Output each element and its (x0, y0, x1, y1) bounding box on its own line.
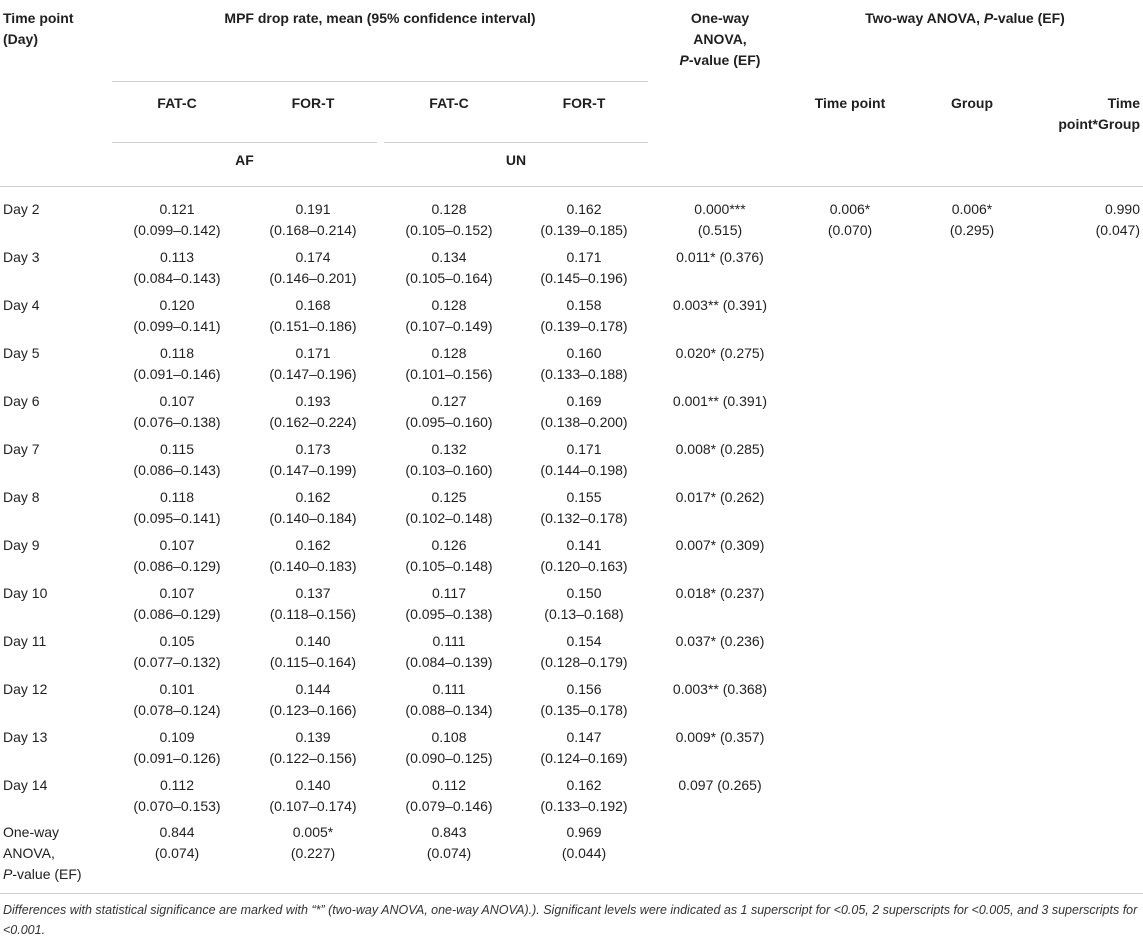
cell-fatc-af: 0.118 (0.095–0.141) (133, 489, 221, 526)
cell-fort-un: 0.154 (0.128–0.179) (540, 633, 628, 670)
row-label: Day 2 (3, 201, 40, 217)
row-label: Day 12 (3, 681, 48, 697)
cell-fort-un: 0.171 (0.145–0.196) (540, 249, 628, 286)
cell-fort-un: 0.156 (0.135–0.178) (540, 681, 628, 718)
header-group-col: Group (951, 95, 993, 111)
row-label: Day 14 (3, 777, 48, 793)
header-af: AF (235, 152, 254, 168)
cell-fort-un: 0.150 (0.13–0.168) (544, 585, 624, 622)
row-label: Day 3 (3, 249, 40, 265)
cell-oneway-anova: 0.011* (0.376) (676, 249, 764, 265)
header-time-point-col: Time point (814, 95, 886, 111)
cell-fort-un: 0.169 (0.138–0.200) (540, 393, 628, 430)
cell-fort-af: 0.162 (0.140–0.184) (269, 489, 357, 526)
cell-fatc-un: 0.128 (0.107–0.149) (405, 297, 493, 334)
header-fatc-af: FAT-C (157, 95, 197, 111)
cell-fatc-af: 0.120 (0.099–0.141) (133, 297, 221, 334)
af-divider (112, 142, 377, 143)
bottom-fort-un: 0.969 (0.044) (561, 824, 607, 861)
cell-fort-af: 0.139 (0.122–0.156) (269, 729, 357, 766)
cell-fort-un: 0.160 (0.133–0.188) (540, 345, 628, 382)
cell-fatc-un: 0.108 (0.090–0.125) (405, 729, 493, 766)
cell-oneway-anova: 0.009* (0.357) (675, 729, 765, 745)
cell-oneway-anova: 0.037* (0.236) (675, 633, 765, 649)
cell-fatc-af: 0.107 (0.076–0.138) (133, 393, 221, 430)
cell-fort-af: 0.174 (0.146–0.201) (269, 249, 357, 286)
cell-fort-af: 0.162 (0.140–0.183) (269, 537, 357, 574)
row-label: Day 6 (3, 393, 40, 409)
cell-fatc-af: 0.115 (0.086–0.143) (133, 441, 221, 478)
row-label: Day 7 (3, 441, 40, 457)
cell-fort-af: 0.140 (0.115–0.164) (269, 633, 357, 670)
cell-oneway-anova: 0.003** (0.368) (672, 681, 768, 697)
cell-fort-un: 0.158 (0.139–0.178) (540, 297, 628, 334)
cell-fatc-un: 0.128 (0.101–0.156) (405, 345, 493, 382)
header-fort-af: FOR-T (291, 95, 335, 111)
header-un: UN (505, 152, 527, 168)
cell-oneway-anova: 0.018* (0.237) (675, 585, 765, 601)
cell-oneway-anova: 0.001** (0.391) (672, 393, 768, 409)
header-oneway-anova: One-way ANOVA, P-value (EF) (679, 10, 761, 68)
header-fort-un: FOR-T (562, 95, 606, 111)
cell-fatc-un: 0.128 (0.105–0.152) (405, 201, 493, 238)
cell-fatc-af: 0.109 (0.091–0.126) (133, 729, 221, 766)
cell-fatc-af: 0.118 (0.091–0.146) (133, 345, 221, 382)
cell-fatc-un: 0.112 (0.079–0.146) (405, 777, 493, 814)
twoway-time-point-value: 0.006* (0.070) (827, 201, 873, 238)
cell-fort-un: 0.147 (0.124–0.169) (540, 729, 628, 766)
cell-fort-af: 0.144 (0.123–0.166) (269, 681, 357, 718)
cell-fatc-af: 0.107 (0.086–0.129) (133, 585, 221, 622)
header-divider (112, 81, 648, 82)
cell-fort-un: 0.141 (0.120–0.163) (540, 537, 628, 574)
header-mpf: MPF drop rate, mean (95% confidence interval) (224, 10, 536, 26)
row-label: Day 4 (3, 297, 40, 313)
row-label: Day 9 (3, 537, 40, 553)
header-twoway-anova: Two-way ANOVA, P-value (EF) (865, 10, 1065, 26)
cell-fort-af: 0.173 (0.147–0.199) (269, 441, 357, 478)
bottom-fort-af: 0.005* (0.227) (290, 824, 336, 861)
twoway-tpg-value: 0.990 (0.047) (1095, 201, 1140, 238)
bottom-fatc-un: 0.843 (0.074) (426, 824, 472, 861)
bottom-fatc-af: 0.844 (0.074) (154, 824, 200, 861)
cell-fatc-un: 0.125 (0.102–0.148) (405, 489, 493, 526)
cell-fort-af: 0.168 (0.151–0.186) (269, 297, 357, 334)
footnote: Differences with statistical significance are marked with “*” (two-way ANOVA, one-way ANOVA).). Significant levels were indicated as 1 superscript for <0.05, 2 superscripts for <0.005, and 3 superscripts for <0.001. (3, 903, 1138, 937)
row-label: Day 5 (3, 345, 40, 361)
row-label: Day 11 (3, 633, 47, 649)
cell-fort-af: 0.137 (0.118–0.156) (269, 585, 357, 622)
header-bottom-rule (0, 186, 1143, 187)
header-fatc-un: FAT-C (429, 95, 469, 111)
cell-fatc-un: 0.132 (0.103–0.160) (405, 441, 493, 478)
cell-fatc-af: 0.105 (0.077–0.132) (133, 633, 221, 670)
cell-fort-af: 0.191 (0.168–0.214) (269, 201, 357, 238)
cell-fatc-af: 0.113 (0.084–0.143) (133, 249, 221, 286)
header-time-point: Time point (Day) (3, 10, 74, 47)
cell-fort-un: 0.171 (0.144–0.198) (540, 441, 628, 478)
cell-oneway-anova: 0.000*** (0.515) (694, 201, 746, 238)
header-tpg-col: Time point*Group (1058, 95, 1140, 132)
cell-fatc-un: 0.127 (0.095–0.160) (405, 393, 493, 430)
cell-fort-un: 0.162 (0.133–0.192) (540, 777, 628, 814)
cell-fort-af: 0.140 (0.107–0.174) (269, 777, 357, 814)
cell-oneway-anova: 0.017* (0.262) (675, 489, 765, 505)
cell-oneway-anova: 0.003** (0.391) (672, 297, 768, 313)
un-divider (384, 142, 648, 143)
cell-oneway-anova: 0.008* (0.285) (675, 441, 765, 457)
cell-fatc-un: 0.126 (0.105–0.148) (405, 537, 493, 574)
cell-fort-af: 0.171 (0.147–0.196) (269, 345, 357, 382)
cell-fatc-af: 0.112 (0.070–0.153) (133, 777, 221, 814)
twoway-group-value: 0.006* (0.295) (949, 201, 995, 238)
cell-fatc-af: 0.107 (0.086–0.129) (133, 537, 221, 574)
cell-fort-af: 0.193 (0.162–0.224) (269, 393, 357, 430)
bottom-row-label: One-way ANOVA, P-value (EF) (3, 824, 82, 882)
cell-fatc-un: 0.111 (0.088–0.134) (405, 681, 493, 718)
cell-fatc-un: 0.111 (0.084–0.139) (405, 633, 493, 670)
cell-fatc-un: 0.134 (0.105–0.164) (405, 249, 493, 286)
cell-fatc-af: 0.101 (0.078–0.124) (133, 681, 221, 718)
cell-fort-un: 0.155 (0.132–0.178) (540, 489, 628, 526)
cell-fatc-un: 0.117 (0.095–0.138) (405, 585, 493, 622)
cell-oneway-anova: 0.007* (0.309) (675, 537, 765, 553)
table-bottom-rule (0, 893, 1143, 894)
row-label: Day 8 (3, 489, 40, 505)
cell-fort-un: 0.162 (0.139–0.185) (540, 201, 628, 238)
row-label: Day 13 (3, 729, 48, 745)
cell-fatc-af: 0.121 (0.099–0.142) (133, 201, 221, 238)
cell-oneway-anova: 0.097 (0.265) (678, 777, 762, 793)
cell-oneway-anova: 0.020* (0.275) (675, 345, 765, 361)
row-label: Day 10 (3, 585, 48, 601)
